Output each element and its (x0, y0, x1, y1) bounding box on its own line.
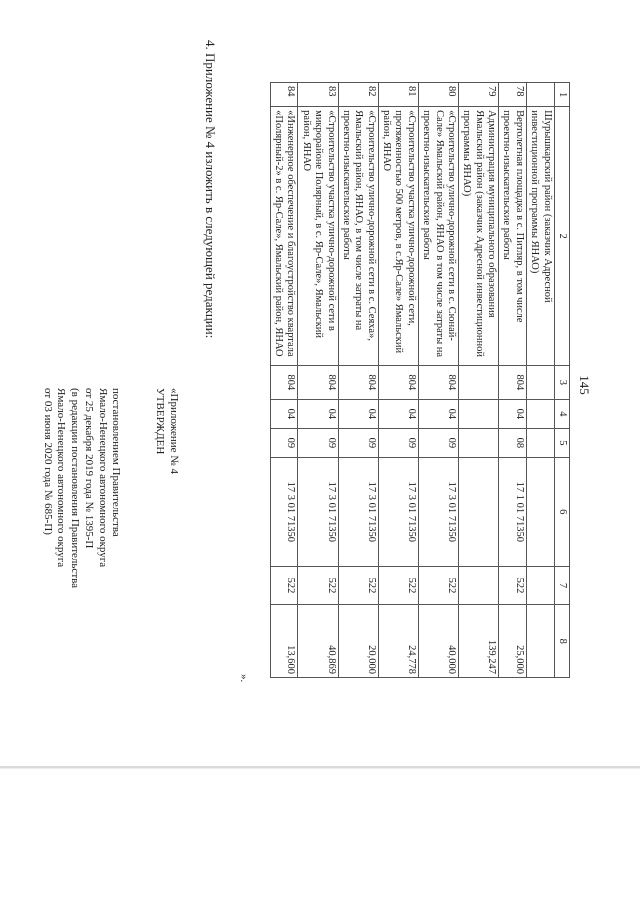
table-header-row (554, 83, 569, 678)
column-header: 5 (554, 428, 569, 457)
approval-line: Ямало-Ненецкого автономного округа (96, 388, 109, 568)
row-number-cell: 81 (378, 83, 418, 107)
name-cell: Шурышкарский район (заказчик Адресной инвестиционной программы ЯНАО) (526, 107, 554, 366)
name-cell: «Строительство участка улично-дорожной сети в микрорайоне Полярный, в с. Яр-Сале», Ямальский район, ЯНАО (298, 107, 338, 366)
code-cell: 522 (418, 566, 458, 605)
code-cell: 04 (298, 399, 338, 428)
code-cell (526, 399, 554, 428)
code-cell: 522 (499, 566, 527, 605)
row-number-cell: 84 (270, 83, 298, 107)
approval-block (40, 388, 180, 588)
code-cell: 804 (270, 365, 298, 399)
name-cell: «Строительство улично-дорожной сети в с. Сюнай-Сале» Ямальский район, ЯНАО в том числе затраты на проектно-изыскательские работы (418, 107, 458, 366)
code-cell: 08 (499, 428, 527, 457)
name-cell: «Строительство участка улично-дорожной сети, протяженностью 500 метров, в с.Яр-Сале» Ямальский район, ЯНАО (378, 107, 418, 366)
code-cell (459, 399, 499, 428)
code-cell: 17 3 01 71350 (338, 457, 378, 566)
table-row (459, 83, 499, 678)
table-row (418, 83, 458, 678)
column-header: 2 (554, 107, 569, 366)
column-header: 4 (554, 399, 569, 428)
code-cell: 522 (378, 566, 418, 605)
code-cell: 17 1 01 71350 (499, 457, 527, 566)
approval-status: УТВЕРЖДЕН (154, 388, 167, 455)
page-number: 145 (577, 375, 592, 395)
code-cell (459, 457, 499, 566)
code-cell: 804 (499, 365, 527, 399)
amount-cell: 25,000 (499, 605, 527, 678)
name-cell: Вертолетная площадка в с. Питляр, в том числе проектно-изыскательские работы (499, 107, 527, 366)
page-edge (0, 766, 640, 768)
table-row (526, 83, 554, 678)
column-header: 7 (554, 566, 569, 605)
code-cell: 17 3 01 71350 (378, 457, 418, 566)
table-row (298, 83, 338, 678)
table-row (338, 83, 378, 678)
approval-line: Ямало-Ненецкого автономного округа (55, 388, 68, 568)
amount-cell: 40,869 (298, 605, 338, 678)
row-number-cell: 80 (418, 83, 458, 107)
code-cell: 522 (338, 566, 378, 605)
code-cell (459, 566, 499, 605)
code-cell: 09 (270, 428, 298, 457)
name-cell: «Строительство улично-дорожной сети в с. Сеяха», Ямальский район, ЯНАО, в том числе затраты на проектно-изыскательские работы (338, 107, 378, 366)
code-cell: 804 (298, 365, 338, 399)
code-cell: 09 (298, 428, 338, 457)
code-cell: 09 (338, 428, 378, 457)
code-cell: 04 (338, 399, 378, 428)
row-number-cell: 78 (499, 83, 527, 107)
row-number-cell: 82 (338, 83, 378, 107)
row-number-cell: 83 (298, 83, 338, 107)
amount-cell: 13,600 (270, 605, 298, 678)
code-cell: 804 (378, 365, 418, 399)
name-cell: Администрация муниципального образования Ямальский район (заказчик Адресной инвестиционной программы ЯНАО) (459, 107, 499, 366)
table-end-mark: ». (238, 674, 250, 683)
code-cell: 04 (378, 399, 418, 428)
table-row (270, 83, 298, 678)
code-cell (526, 365, 554, 399)
appendix-title: «Приложение № 4 (168, 388, 180, 475)
code-cell: 17 3 01 71350 (298, 457, 338, 566)
rotated-page-content (40, 0, 600, 760)
code-cell (526, 457, 554, 566)
code-cell: 04 (270, 399, 298, 428)
amount-cell: 20,000 (338, 605, 378, 678)
code-cell: 522 (270, 566, 298, 605)
code-cell (459, 365, 499, 399)
approval-line: от 03 июня 2020 года № 685-П) (41, 388, 54, 535)
code-cell (459, 428, 499, 457)
amount-cell (526, 605, 554, 678)
code-cell: 09 (378, 428, 418, 457)
column-header: 1 (554, 83, 569, 107)
code-cell: 804 (418, 365, 458, 399)
spacer (123, 388, 153, 588)
amount-cell: 40,000 (418, 605, 458, 678)
table-row (378, 83, 418, 678)
code-cell (526, 566, 554, 605)
budget-table (270, 82, 570, 678)
code-cell: 17 3 01 71350 (270, 457, 298, 566)
approval-line: от 25 декабря 2019 года № 1395-П (83, 388, 95, 549)
amendment-instruction: 4. Приложение № 4 изложить в следующей редакции: (203, 40, 218, 339)
row-number-cell: 79 (459, 83, 499, 107)
code-cell: 04 (499, 399, 527, 428)
code-cell: 522 (298, 566, 338, 605)
amount-cell: 24,778 (378, 605, 418, 678)
code-cell: 17 3 01 71350 (418, 457, 458, 566)
approval-line: постановлением Правительства (110, 388, 123, 537)
table-row (499, 83, 527, 678)
column-header: 8 (554, 605, 569, 678)
row-number-cell (526, 83, 554, 107)
code-cell (526, 428, 554, 457)
amount-cell: 139,247 (459, 605, 499, 678)
code-cell: 04 (418, 399, 458, 428)
column-header: 3 (554, 365, 569, 399)
code-cell: 804 (338, 365, 378, 399)
name-cell: «Инженерное обеспечение и благоустройство квартала «Полярный-2» в с. Яр-Сале», Ямальский район, ЯНАО (270, 107, 298, 366)
column-header: 6 (554, 457, 569, 566)
code-cell: 09 (418, 428, 458, 457)
approval-line: (в редакции постановления Правительства (69, 388, 82, 589)
